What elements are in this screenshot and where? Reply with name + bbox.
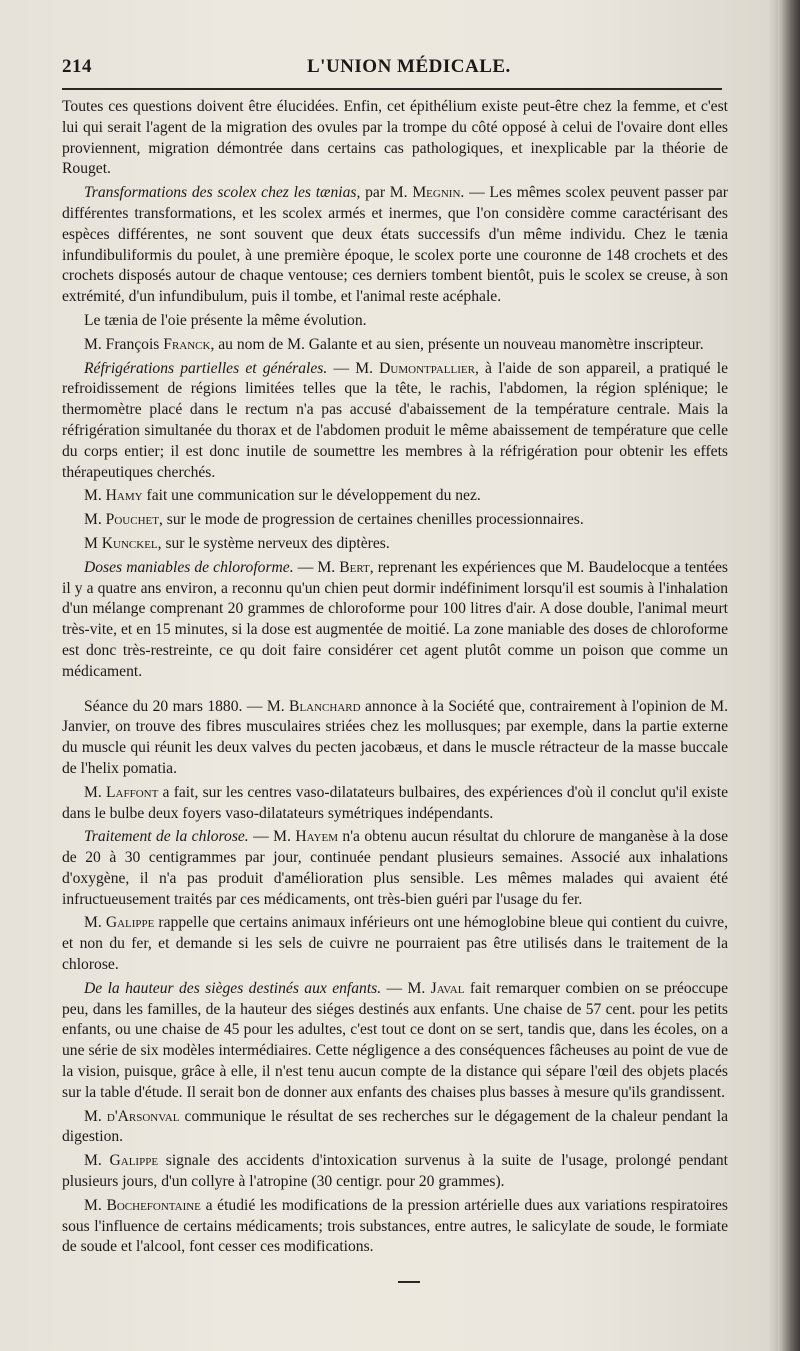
name-prefix: M.: [84, 783, 106, 801]
speaker-name: Kunckel: [101, 534, 158, 552]
paragraph-p15: [62, 1151, 728, 1193]
paragraph-p4: [62, 359, 728, 484]
paragraph-text: fait une communication sur le développement du nez.: [142, 487, 481, 505]
paragraph-p3: [62, 335, 728, 356]
name-prefix: — M.: [293, 558, 340, 576]
speaker-name: Galippe: [105, 914, 155, 932]
name-prefix: par M.: [360, 184, 413, 202]
paragraph-p9: [62, 697, 728, 780]
name-prefix: — M.: [327, 359, 380, 377]
speaker-name: Hamy: [105, 487, 143, 505]
paragraph-p10: [62, 783, 728, 825]
section-heading: Transformations des scolex chez les tænias,: [84, 184, 361, 202]
speaker-name: Blanchard: [289, 697, 361, 715]
speaker-name: Hayem: [295, 828, 338, 846]
paragraph-text: Toutes ces questions doivent être élucidées. Enfin, cet épithélium existe peut-être chez la femme, et c'est lui qui serait l'agent de la migration des ovules par la trompe du côté opposé à celui de l'ovaire dont elles proviennent, migration démontrée dans certains cas pathologiques, et inexplicable par la théorie de Rouget.: [62, 98, 728, 178]
paragraph-text: n'a obtenu aucun résultat du chlorure de manganèse à la dose de 20 à 30 centigrammes par jour, continuée pendant plusieurs semaines. Associé aux inhalations d'oxygène, il n'a pas produit d'amélioration plus sensible. Les mêmes malades qui avaient été infructueusement traités par ces médicaments, ont très-bien guéri par l'usage du fer.: [62, 828, 729, 908]
name-prefix: M. François: [84, 335, 164, 353]
paragraph-p16: [62, 1196, 728, 1258]
name-prefix: M.: [84, 511, 106, 529]
paragraph-text: communique le résultat de ses recherches sur le dégagement de la chaleur pendant la digestion.: [62, 1107, 728, 1146]
name-prefix: — M.: [381, 979, 431, 997]
paragraph-p11: [62, 827, 728, 910]
paragraph-text: signale des accidents d'intoxication survenus à la suite de l'usage, prolongé pendant plusieurs jours, d'un collyre à l'atropine (30 centigr. pour 20 grammes).: [62, 1152, 728, 1191]
book-spine-shadow: [778, 0, 800, 1351]
name-prefix: M: [84, 534, 102, 552]
article-body: [62, 97, 728, 1258]
section-heading: De la hauteur des sièges destinés aux enfants.: [84, 979, 382, 997]
name-prefix: M.: [84, 1152, 110, 1170]
paragraph-text: a étudié les modifications de la pression artérielle dues aux variations respiratoires sous l'influence de certains médicaments; trois substances, entre autres, le salicylate de soude, le formiate de soude et l'alcool, font cesser ces modifications.: [62, 1196, 728, 1256]
header-rule: [62, 88, 722, 90]
paragraph-p6: [62, 510, 728, 531]
speaker-name: Megnin: [412, 184, 461, 202]
speaker-name: Javal: [430, 979, 465, 997]
paragraph-text: Le tænia de l'oie présente la même évolution.: [84, 311, 367, 329]
name-prefix: M.: [84, 914, 106, 932]
paragraph-text: fait remarquer combien on se préoccupe peu, dans les familles, de la hauteur des siéges destinés aux enfants. Une chaise de 57 cent. pour les petits enfants, ou une chaise de 45 pour les adultes, c'est tout ce dont on se sert, tandis que, dans les écoles, on a une série de six modèles intermédiaires. Cette négligence a des conséquences fâcheuses au point de vue de la vision, puisque, grâce à elle, il n'est tenu aucun compte de la distance qui sépare l'œil des objets placés sur la table d'étude. Il serait bon de donner aux enfants des chaises plus basses à mesure qu'ils grandissent.: [62, 979, 728, 1101]
paragraph-text: , au nom de M. Galante et au sien, présente un nouveau manomètre inscripteur.: [210, 335, 704, 353]
paragraph-p12: [62, 913, 728, 975]
paragraph-text: , sur le système nerveux des diptères.: [157, 534, 390, 552]
speaker-name: Bochefontaine: [106, 1196, 201, 1214]
speaker-name: Laffont: [106, 783, 159, 801]
paragraph-text: , reprenant les expériences que M. Baudelocque a tentées il y a quatre ans environ, a reconnu qu'un chien peut dormir indéfiniment lorsqu'il est soumis à l'inhalation d'un mélange comprenant 20 grammes de chloroforme pour 100 litres d'air. A dose double, l'animal meurt très-vite, et en 15 minutes, si la dose est augmentée de moitié. La zone maniable des doses de chloroforme est donc très-restreinte, ce qu doit faire considérer cet agent plutôt comme un poison que comme un médicament.: [62, 558, 728, 680]
end-rule: [398, 1281, 420, 1283]
paragraph-p8: [62, 558, 728, 683]
page-header: [62, 56, 722, 88]
speaker-name: Pouchet: [105, 511, 159, 529]
speaker-name: Dumontpallier: [379, 359, 475, 377]
paragraph-p5: [62, 486, 728, 507]
speaker-name: Galippe: [109, 1152, 159, 1170]
speaker-name: Franck: [163, 335, 211, 353]
paragraph-text: , sur le mode de progression de certaines chenilles processionnaires.: [158, 511, 584, 529]
running-head: L'UNION MÉDICALE.: [307, 56, 511, 77]
paragraph-p2: [62, 311, 728, 332]
page-number: 214: [62, 56, 92, 77]
paragraph-text: , à l'aide de son appareil, a pratiqué le refroidissement de régions limitées telles que la tête, le rachis, l'abdomen, la région splénique; le thermomètre placé dans le rectum n'a pas accusé d'abaissement de la température centrale. Mais la réfrigération simultanée du thorax et de l'abdomen produit le même abaissement de température que celle du corps entier; il est donc inutile de soumettre les membres à la réfrigération pour obtenir les effets thérapeutiques cherchés.: [62, 359, 729, 481]
speaker-name: Bert: [339, 558, 370, 576]
name-prefix: — M.: [248, 828, 296, 846]
paragraph-text: annonce à la Société que, contrairement à l'opinion de M. Janvier, on trouve des fibres musculaires striées chez les mollusques; par exemple, dans la partie externe du muscle qui réunit les deux valves du pecten jacobæus, et dans le muscle rétracteur de la masse buccale de l'helix pomatia.: [62, 697, 728, 777]
paragraph-p7: [62, 534, 728, 555]
name-prefix: Séance du 20 mars 1880. — M.: [84, 697, 290, 715]
paragraph-p1: [62, 183, 728, 308]
paragraph-p14: [62, 1107, 728, 1149]
name-prefix: M.: [84, 1196, 107, 1214]
paragraph-p13: [62, 979, 728, 1104]
name-prefix: M.: [84, 487, 106, 505]
name-prefix: M.: [84, 1107, 107, 1125]
section-heading: Traitement de la chlorose.: [84, 828, 249, 846]
paragraph-text: . — Les mêmes scolex peuvent passer par différentes transformations, et les scolex armés et inermes, que l'on considère comme caractérisant des espèces différentes, ne sont souvent que deux états successifs d'un même individu. Chez le tænia infundibuliformis du poulet, à une première époque, le scolex porte une couronne de 148 crochets et des crochets disposés autour de chaque ventouse; ces derniers tombent bientôt, puis le scolex se creuse, à son extrémité, d'un infundibulum, puis il tombe, et l'animal reste acéphale.: [62, 184, 728, 306]
paragraph-text: a fait, sur les centres vaso-dilatateurs bulbaires, des expériences d'où il conclut qu'il existe dans le bulbe deux foyers vaso-dilatateurs symétriques indépendants.: [62, 783, 728, 822]
paragraph-p0: [62, 97, 728, 180]
paragraph-text: rappelle que certains animaux inférieurs ont une hémoglobine bleue qui contient du cuivre, et non du fer, et demande si les sels de cuivre ne pourraient pas être utilisés dans le traitement de la chlorose.: [62, 914, 728, 974]
speaker-name: d'Arsonval: [106, 1107, 180, 1125]
section-heading: Réfrigérations partielles et générales.: [84, 359, 328, 377]
section-heading: Doses maniables de chloroforme.: [84, 558, 294, 576]
